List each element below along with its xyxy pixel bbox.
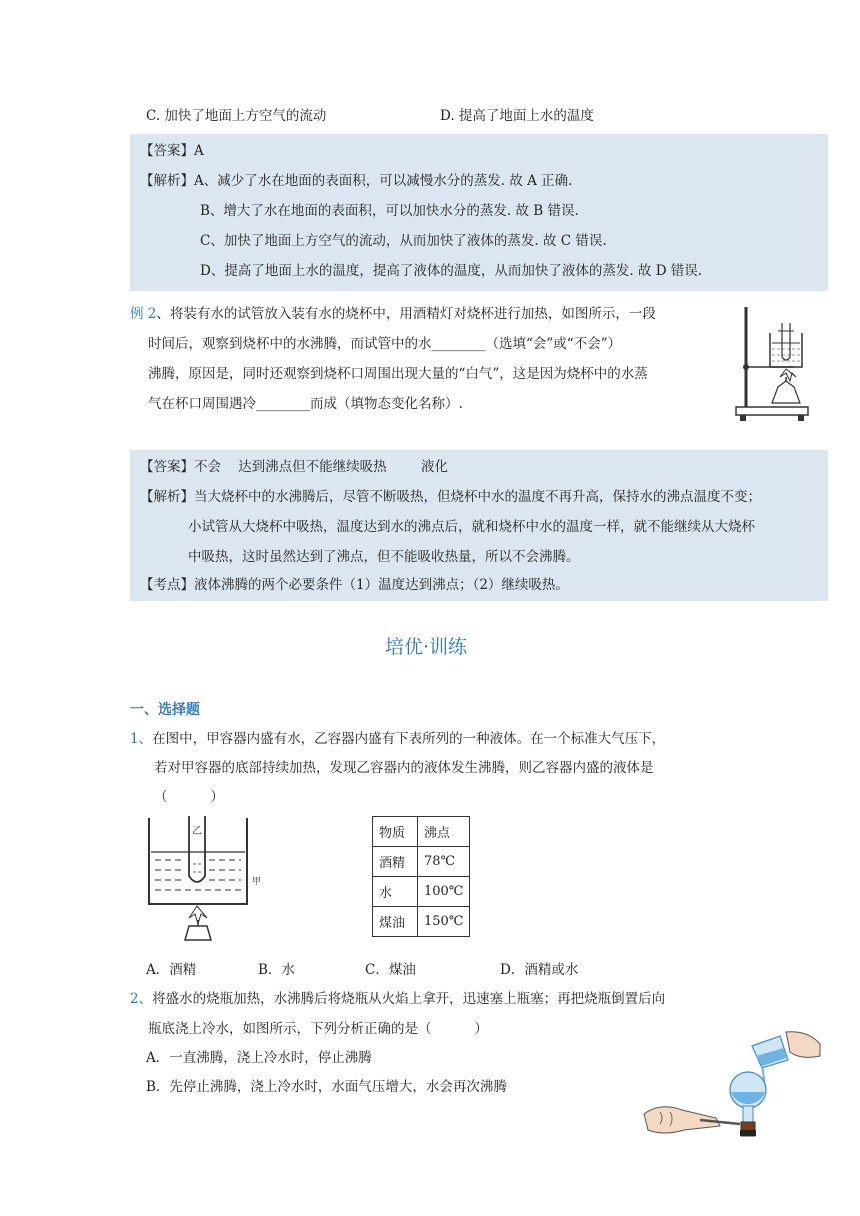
q1-option-c: C．煤油 [365,962,416,978]
analysis-1-line-2: B、增大了水在地面的表面积，可以加快水分的蒸发. 故 B 错误. [200,203,579,219]
analysis-1-line-1: 【解析】A、减少了水在地面的表面积，可以减慢水分的蒸发. 故 A 正确. [140,173,573,189]
table-header-cell: 沸点 [418,817,470,847]
answer-box-2 [130,450,828,601]
example-2-line-4: 气在杯口周围遇冷________而成（填物态变化名称）. [148,396,463,412]
section-title: 培优·训练 [385,636,468,658]
q1-option-b: B．水 [258,962,295,978]
q1-line-1: 1、在图中，甲容器内盛有水，乙容器内盛有下表所列的一种液体。在一个标准大气压下， [130,731,666,747]
answer-1: 【答案】A [140,143,204,159]
table-header-row [373,817,470,847]
q1-option-d: D．酒精或水 [500,962,579,978]
table-row [373,877,470,907]
table-cell: 78℃ [418,847,470,877]
table-row [373,907,470,937]
q1-number: 1、 [130,731,153,747]
subsection-title: 一、选择题 [130,702,200,718]
example-2-line-2: 时间后，观察到烧杯中的水沸腾，而试管中的水________（选填“会”或“不会”） [148,336,622,352]
example-2-line-1: 例 2、将装有水的试管放入装有水的烧杯中，用酒精灯对烧杯进行加热，如图所示，一段 [130,306,656,322]
analysis-2-line-2: 小试管从大烧杯中吸热，温度达到水的沸点后，就和烧杯中水的温度一样，就不能继续从大烧杯 [188,519,755,535]
q1-answer-blank: （ ） [154,789,224,805]
q1-line-2: 若对甲容器的底部持续加热，发现乙容器内的液体发生沸腾，则乙容器内盛的液体是 [154,760,654,776]
table-cell: 酒精 [373,847,418,877]
beaker-stand-figure [734,303,812,427]
table-cell: 150℃ [418,907,470,937]
container-figure [145,812,265,948]
table-cell: 水 [373,877,418,907]
analysis-1-line-4: D、提高了地面上水的温度，提高了液体的温度，从而加快了液体的蒸发. 故 D 错误. [200,263,703,279]
label-yi: 乙 [192,826,202,837]
q2-line-1: 2、将盛水的烧瓶加热，水沸腾后将烧瓶从火焰上拿开，迅速塞上瓶塞；再把烧瓶倒置后向 [130,991,666,1007]
q2-number: 2、 [130,991,153,1007]
analysis-2-line-3: 中吸热，这时虽然达到了沸点，但不能吸收热量，所以不会沸腾。 [188,549,580,565]
option-c: C. 加快了地面上方空气的流动 [146,108,327,124]
example-2-label: 例 2 [130,306,157,322]
boiling-point-table [372,816,470,937]
label-jia: 甲 [252,877,262,887]
analysis-1-line-3: C、加快了地面上方空气的流动，从而加快了液体的蒸发. 故 C 错误. [200,233,607,249]
answer-box-1 [130,134,828,291]
example-2-line-3: 沸腾，原因是，同时还观察到烧杯口周围出现大量的“白气”，这是因为烧杯中的水蒸 [148,366,648,382]
table-cell: 煤油 [373,907,418,937]
analysis-2-line-1: 【解析】当大烧杯中的水沸腾后，尽管不断吸热，但烧杯中水的温度不再升高，保持水的沸点温度不变； [140,489,761,505]
q2-line-2: 瓶底浇上冷水，如图所示，下列分析正确的是（ ） [148,1021,488,1037]
key-point: 【考点】液体沸腾的两个必要条件（1）温度达到沸点；（2）继续吸热。 [140,577,569,593]
table-header-cell: 物质 [373,817,418,847]
table-cell: 100℃ [418,877,470,907]
option-d: D. 提高了地面上水的温度 [440,108,594,124]
flask-figure [640,1026,824,1148]
q2-option-b: B．先停止沸腾，浇上冷水时，水面气压增大，水会再次沸腾 [146,1079,507,1095]
table-row [373,847,470,877]
q2-option-a: A．一直沸腾，浇上冷水时，停止沸腾 [146,1050,372,1066]
answer-2: 【答案】不会 达到沸点但不能继续吸热 液化 [140,459,448,475]
q1-option-a: A．酒精 [146,962,197,978]
